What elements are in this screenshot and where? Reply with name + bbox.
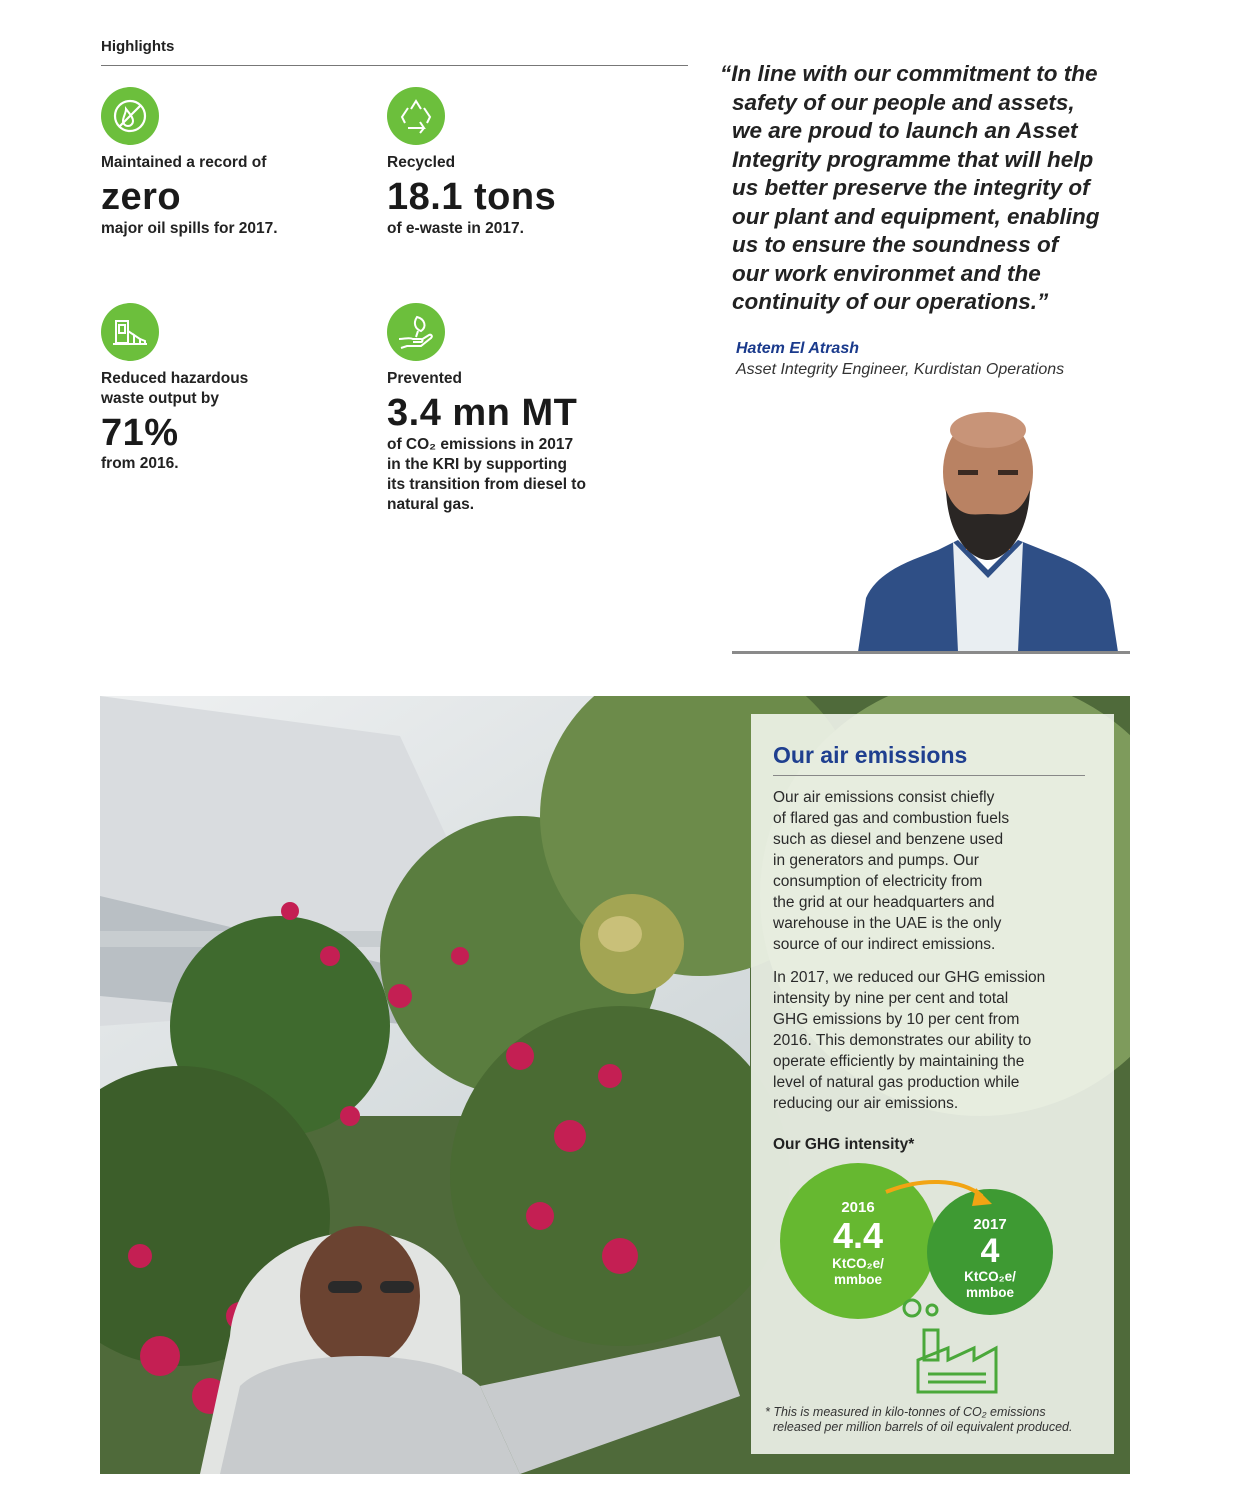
- air-emissions-divider: [773, 775, 1085, 776]
- highlight-2-value: 18.1 tons: [387, 176, 557, 218]
- highlight-1-value: zero: [101, 176, 182, 218]
- paragraph-line: consumption of electricity from: [773, 873, 983, 890]
- highlight-1-pre: Maintained a record of: [101, 154, 267, 171]
- paragraph-line: in generators and pumps. Our: [773, 852, 979, 869]
- ghg-2016-value: 4.4: [832, 1215, 884, 1256]
- quote-line: we are proud to launch an Asset: [732, 118, 1078, 143]
- highlight-3-pre-1: Reduced hazardous: [101, 370, 249, 387]
- quote-author-role: Asset Integrity Engineer, Kurdistan Operations: [736, 361, 1065, 378]
- pull-quote: [720, 60, 1170, 317]
- ghg-intensity-title: Our GHG intensity*: [773, 1136, 915, 1153]
- ghg-2016-unit: KtCO₂e/: [832, 1256, 884, 1271]
- highlights-title: Highlights: [101, 38, 175, 55]
- air-emissions-title: Our air emissions: [773, 742, 968, 768]
- ghg-2017-unit: KtCO₂e/: [964, 1269, 1016, 1284]
- portrait-divider: [732, 651, 1130, 654]
- quote-author-name: Hatem El Atrash: [736, 340, 859, 357]
- highlight-4-value: 3.4 mn MT: [387, 392, 578, 434]
- quote-line: Integrity programme that will help: [732, 146, 1094, 172]
- quote-line: us better preserve the integrity of: [732, 175, 1090, 200]
- footnote-line: * This is measured in kilo-tonnes of CO₂ emissions: [765, 1405, 1046, 1419]
- highlight-1-post: major oil spills for 2017.: [101, 220, 278, 237]
- paragraph-line: level of natural gas production while: [773, 1074, 1020, 1091]
- paragraph-line: of flared gas and combustion fuels: [773, 810, 1010, 827]
- highlight-4-post-3: its transition from diesel to: [387, 476, 586, 493]
- highlights-divider: [101, 65, 688, 66]
- quote-line: safety of our people and assets,: [732, 89, 1075, 115]
- leaf-hand-icon: [387, 303, 445, 361]
- paragraph-line: GHG emissions by 10 per cent from: [773, 1011, 1020, 1028]
- decrease-arrow-icon: [880, 1176, 1000, 1216]
- quote-line: our work environmet and the: [732, 260, 1041, 286]
- paragraph-line: reducing our air emissions.: [773, 1095, 959, 1112]
- paragraph-line: the grid at our headquarters and: [773, 894, 995, 911]
- highlight-4-post-1: of CO₂ emissions in 2017: [387, 436, 574, 453]
- highlight-4-post-2: in the KRI by supporting: [387, 456, 567, 473]
- factory-icon: [898, 1296, 1008, 1396]
- recycle-icon: [387, 87, 445, 145]
- paragraph-line: intensity by nine per cent and total: [773, 990, 1009, 1007]
- highlight-3-value: 71%: [101, 412, 179, 454]
- footnote-line: released per million barrels of oil equivalent produced.: [773, 1420, 1073, 1434]
- ghg-2017-value: 4: [980, 1232, 1000, 1270]
- paragraph-line: source of our indirect emissions.: [773, 936, 996, 953]
- no-oil-spill-icon: [101, 87, 159, 145]
- paragraph-line: such as diesel and benzene used: [773, 831, 1004, 848]
- hazardous-waste-icon: [101, 303, 159, 361]
- highlight-2-pre: Recycled: [387, 154, 456, 171]
- ghg-2016-year: 2016: [841, 1199, 875, 1216]
- paragraph-line: 2016. This demonstrates our ability to: [773, 1032, 1032, 1049]
- air-emissions-paragraph-1: [773, 787, 1093, 955]
- ghg-2016-unit: mmboe: [833, 1272, 882, 1287]
- highlight-4-post-4: natural gas.: [387, 496, 474, 513]
- quote-line: our plant and equipment, enabling: [732, 203, 1100, 229]
- quote-line: continuity of our operations.”: [732, 289, 1049, 314]
- highlight-2-post: of e-waste in 2017.: [387, 220, 524, 237]
- highlight-4-pre: Prevented: [387, 370, 462, 387]
- ghg-2017-unit: mmboe: [965, 1285, 1014, 1300]
- air-emissions-paragraph-2: [773, 967, 1093, 1114]
- author-portrait: [858, 410, 1118, 652]
- quote-line: “In line with our commitment to the: [720, 61, 1098, 86]
- ghg-2017-year: 2017: [973, 1216, 1007, 1233]
- highlight-3-pre-2: waste output by: [101, 390, 219, 407]
- paragraph-line: warehouse in the UAE is the only: [773, 915, 1002, 932]
- quote-line: us to ensure the soundness of: [732, 232, 1059, 257]
- paragraph-line: In 2017, we reduced our GHG emission: [773, 969, 1046, 986]
- paragraph-line: Our air emissions consist chiefly: [773, 789, 995, 806]
- paragraph-line: operate efficiently by maintaining the: [773, 1053, 1025, 1070]
- highlight-3-post: from 2016.: [101, 455, 179, 472]
- ghg-footnote: [765, 1405, 1110, 1435]
